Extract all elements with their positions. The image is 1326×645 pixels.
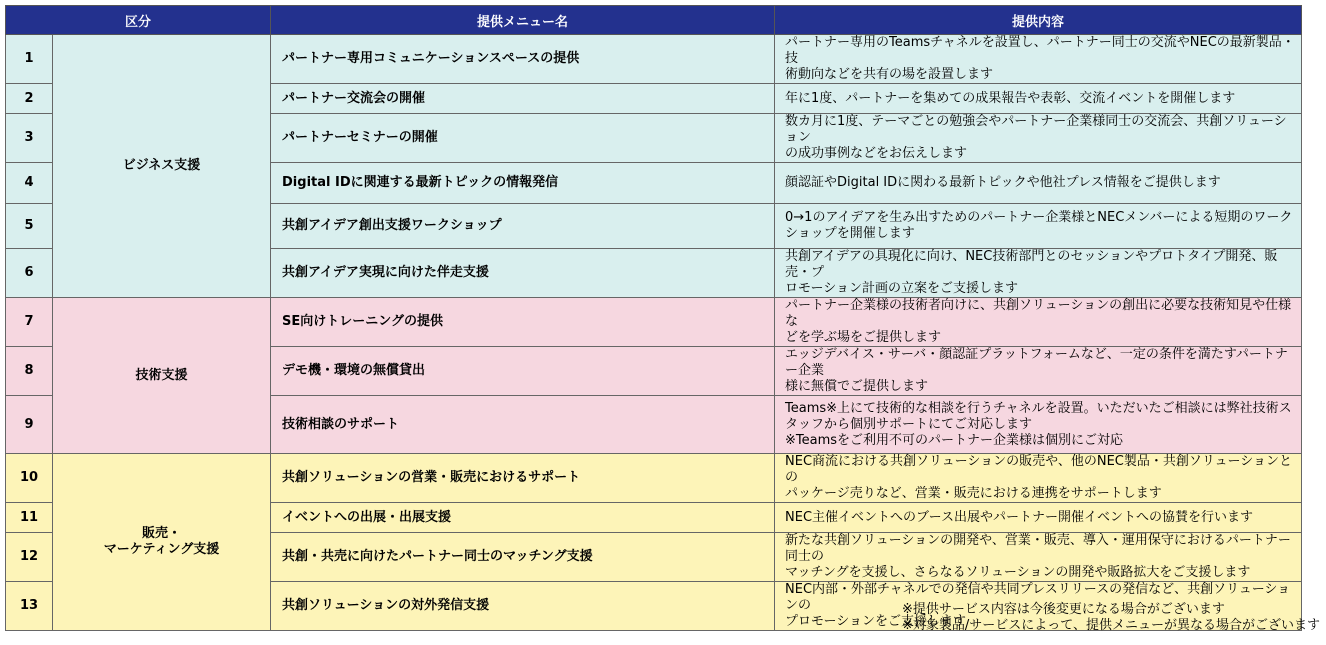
menu-content: 共創アイデアの具現化に向け、NEC技術部門とのセッションやプロトタイプ開発、販売・プ ロモーション計画の立案をご支援します	[775, 249, 1302, 298]
menu-content: 数カ月に1度、テーマごとの勉強会やパートナー企業様同士の交流会、共創ソリューション の成功事例などをお伝えします	[775, 114, 1302, 163]
row-number: 4	[6, 163, 53, 204]
row-number: 7	[6, 298, 53, 347]
menu-content: エッジデバイス・サーバ・顔認証プラットフォームなど、一定の条件を満たすパートナー企業 様に無償でご提供します	[775, 347, 1302, 396]
row-number: 8	[6, 347, 53, 396]
footnote: ※提供サービス内容は今後変更になる場合がございます	[901, 602, 1225, 617]
row-number: 3	[6, 114, 53, 163]
menu-name: 共創ソリューションの対外発信支援	[271, 582, 775, 631]
header-category: 区分	[6, 6, 271, 35]
row-number: 5	[6, 204, 53, 249]
menu-content: 0→1のアイデアを生み出すためのパートナー企業様とNECメンバーによる短期のワーク ショップを開催します	[775, 204, 1302, 249]
row-number: 11	[6, 503, 53, 533]
menu-name: パートナー交流会の開催	[271, 84, 775, 114]
menu-name: イベントへの出展・出展支援	[271, 503, 775, 533]
menu-name: 共創アイデア創出支援ワークショップ	[271, 204, 775, 249]
menu-content: Teams※上にて技術的な相談を行うチャネルを設置。いただいたご相談には弊社技術ス タッフから個別サポートにてご対応します ※Teamsをご利用不可のパートナー企業様は個別にご対応	[775, 396, 1302, 454]
menu-name: 共創ソリューションの営業・販売におけるサポート	[271, 454, 775, 503]
menu-name: Digital IDに関連する最新トピックの情報発信	[271, 163, 775, 204]
menu-name: パートナー専用コミュニケーションスペースの提供	[271, 35, 775, 84]
table-row	[6, 298, 1302, 347]
category-label: 技術支援	[53, 298, 271, 454]
row-number: 9	[6, 396, 53, 454]
menu-content: 年に1度、パートナーを集めての成果報告や表彰、交流イベントを開催します	[775, 84, 1302, 114]
row-number: 13	[6, 582, 53, 631]
menu-content: 新たな共創ソリューションの開発や、営業・販売、導入・運用保守におけるパートナー同士の マッチングを支援し、さらなるソリューションの開発や販路拡大をご支援します	[775, 533, 1302, 582]
row-number: 1	[6, 35, 53, 84]
menu-content: NEC主催イベントへのブース出展やパートナー開催イベントへの協賛を行います	[775, 503, 1302, 533]
menu-name: 共創・共売に向けたパートナー同士のマッチング支援	[271, 533, 775, 582]
menu-content: パートナー専用のTeamsチャネルを設置し、パートナー同士の交流やNECの最新製品・技 術動向などを共有の場を設置します	[775, 35, 1302, 84]
row-number: 2	[6, 84, 53, 114]
category-label: ビジネス支援	[53, 35, 271, 298]
menu-content: NEC商流における共創ソリューションの販売や、他のNEC製品・共創ソリューションとの パッケージ売りなど、営業・販売における連携をサポートします	[775, 454, 1302, 503]
table-row	[6, 35, 1302, 84]
menu-content: NEC内部・外部チャネルでの発信や共同プレスリリースの発信など、共創ソリューションの プロモーションをご支援します	[775, 582, 1302, 631]
footnote: ※対象製品/サービスによって、提供メニューが異なる場合がございます	[901, 618, 1320, 633]
row-number: 6	[6, 249, 53, 298]
footnotes	[902, 602, 1320, 634]
menu-name: 共創アイデア実現に向けた伴走支援	[271, 249, 775, 298]
table-row	[6, 454, 1302, 503]
menu-name: デモ機・環境の無償貸出	[271, 347, 775, 396]
menu-content: 顔認証やDigital IDに関わる最新トピックや他社プレス情報をご提供します	[775, 163, 1302, 204]
row-number: 12	[6, 533, 53, 582]
menu-name: 技術相談のサポート	[271, 396, 775, 454]
menu-name: SE向けトレーニングの提供	[271, 298, 775, 347]
menu-name: パートナーセミナーの開催	[271, 114, 775, 163]
header-menu: 提供メニュー名	[271, 6, 775, 35]
category-label: 販売・ マーケティング支援	[53, 454, 271, 631]
row-number: 10	[6, 454, 53, 503]
menu-content: パートナー企業様の技術者向けに、共創ソリューションの創出に必要な技術知見や仕様な どを学ぶ場をご提供します	[775, 298, 1302, 347]
header-content: 提供内容	[775, 6, 1302, 35]
table-header-row	[6, 6, 1302, 35]
service-menu-table	[5, 5, 1302, 631]
